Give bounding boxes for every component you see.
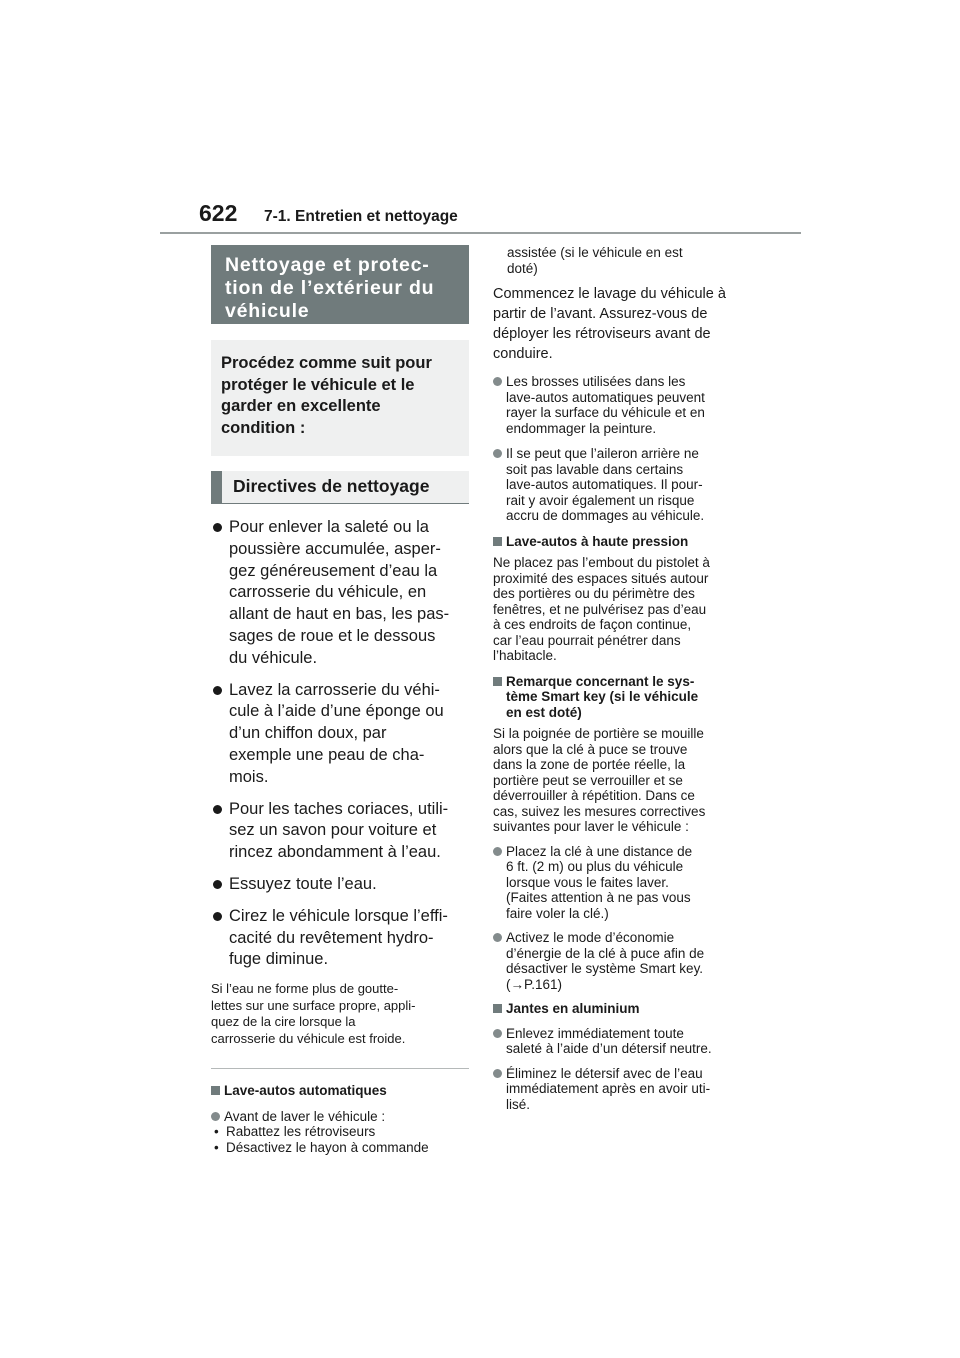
sub-bullet-icon: •	[214, 1124, 219, 1140]
text-line: lave-autos automatiques peuvent	[506, 389, 705, 405]
list-item	[493, 374, 753, 436]
list-item-line: d’un chiffon doux, par	[229, 724, 387, 743]
text-line: Activez le mode d’économie	[506, 930, 675, 945]
text-line: lisé.	[506, 1096, 531, 1112]
list-item	[211, 906, 469, 971]
list-item	[211, 874, 469, 896]
note-line: carrosserie du véhicule est froide.	[211, 1030, 406, 1046]
list-item-line: Essuyez toute l’eau.	[229, 874, 377, 893]
text-line: d’énergie de la clé à puce afin de	[506, 945, 705, 961]
text-line: rait y avoir également un risque	[506, 492, 695, 508]
list-item-line: du véhicule.	[229, 648, 318, 667]
text-line: saleté à l’aide d’un détersif neutre.	[506, 1041, 712, 1056]
text-line: doté)	[507, 260, 538, 276]
paragraph	[493, 726, 753, 835]
square-bullet-icon	[493, 537, 502, 546]
list-item-line: poussière accumulée, asper-	[229, 539, 441, 558]
note-line: quez de la cire lorsque la	[211, 1014, 356, 1030]
list-item-line: sages de roue et le dessous	[229, 626, 436, 645]
list-item-line: carrosserie du véhicule, en	[229, 583, 427, 602]
list-item-line: Pour enlever la saleté ou la	[229, 518, 429, 536]
text-line: Les brosses utilisées dans les	[506, 374, 686, 389]
text-line: Ne placez pas l’embout du pistolet à	[493, 555, 710, 570]
list-item-line: fuge diminue.	[229, 950, 329, 969]
list-item	[211, 517, 469, 670]
heading-text: tème Smart key (si le véhicule	[506, 689, 699, 704]
text-line: conduire.	[493, 346, 553, 362]
topic-title-line: véhicule	[225, 300, 310, 322]
smart-key-heading	[493, 674, 753, 721]
text-line: lave-autos automatiques. Il pour-	[506, 477, 703, 492]
text-line: l’habitacle.	[493, 648, 557, 663]
heading-text: Jantes en aluminium	[506, 1001, 640, 1016]
high-pressure-wash-heading	[493, 534, 753, 550]
square-bullet-icon	[493, 677, 502, 686]
text-line: Si la poignée de portière se mouille	[493, 726, 704, 741]
bullet-icon	[213, 880, 222, 889]
text-line: (Faites attention à ne pas vous	[506, 890, 691, 905]
list-item-line: Cirez le véhicule lorsque l’effi-	[229, 906, 448, 925]
note-line: lettes sur une surface propre, appli-	[211, 997, 416, 1013]
intro-line: condition :	[221, 418, 306, 437]
bullet-icon	[493, 1069, 502, 1078]
text-line: Placez la clé à une distance de	[506, 843, 693, 859]
text-line: rayer la surface du véhicule et en	[506, 405, 705, 420]
sub-bullet-icon: •	[214, 1139, 219, 1155]
text-line: Il se peut que l’aileron arrière ne	[506, 446, 699, 461]
sub-list-item	[211, 1124, 469, 1140]
text-line: dans la zone de portée réelle, la	[493, 757, 686, 772]
square-bullet-icon	[211, 1086, 220, 1095]
text-line: cas, suivez les mesures correctives	[493, 803, 706, 819]
list-item-line: mois.	[229, 767, 269, 786]
intro-line: Procédez comme suit pour	[221, 354, 432, 372]
text-line: faire voler la clé.)	[506, 905, 609, 921]
list-item	[493, 844, 753, 922]
sub-list-item	[211, 1140, 469, 1156]
list-item-line: gez généreusement d’eau la	[229, 561, 438, 580]
bullet-icon	[213, 523, 222, 532]
text-line: assistée (si le véhicule en est	[507, 245, 683, 260]
heading-text: Lave-autos automatiques	[224, 1083, 387, 1099]
topic-title-box	[211, 245, 469, 324]
text-line: car l’eau pourrait pénétrer dans	[493, 632, 681, 648]
paragraph	[493, 284, 753, 364]
list-item-line: Pour les taches coriaces, utili-	[229, 799, 449, 818]
text-line: Commencez le lavage du véhicule à	[493, 286, 726, 302]
intro-line: garder en excellente	[221, 397, 381, 415]
heading-text: Lave-autos à haute pression	[506, 533, 689, 549]
text-line: partir de l’avant. Assurez-vous de	[493, 306, 708, 322]
list-item-text: Avant de laver le véhicule :	[224, 1108, 386, 1124]
text-line: déployer les rétroviseurs avant de	[493, 326, 711, 342]
list-item	[211, 799, 469, 864]
aluminum-wheels-heading	[493, 1001, 753, 1017]
text-line: des portières ou du périmètre des	[493, 586, 695, 601]
text-line: alors que la clé à puce se trouve	[493, 741, 688, 757]
page-reference-link[interactable]: (→P.161)	[506, 976, 563, 992]
text-line: désactiver le système Smart key.	[506, 961, 704, 976]
list-item	[211, 1109, 469, 1125]
left-column	[211, 245, 469, 1155]
text-line: proximité des espaces situés autour	[493, 570, 709, 586]
text-line: portière peut se verrouiller et se	[493, 772, 683, 788]
bullet-icon	[493, 1029, 502, 1038]
list-item	[493, 1026, 753, 1057]
list-item	[493, 446, 753, 524]
text-line: à ces endroits de façon continue,	[493, 617, 692, 632]
section-title: 7-1. Entretien et nettoyage	[264, 208, 458, 225]
bullet-icon	[213, 805, 222, 814]
list-item	[211, 680, 469, 789]
list-item-line: cule à l’aide d’une éponge ou	[229, 702, 444, 721]
wax-note	[211, 981, 469, 1047]
text-line: déverrouiller à répétition. Dans ce	[493, 788, 695, 803]
text-line: accru de dommages au véhicule.	[506, 508, 705, 523]
bullet-icon	[493, 377, 502, 386]
text-line: fenêtres, et ne pulvérisez pas d’eau	[493, 601, 707, 617]
list-item	[493, 930, 753, 992]
list-item-line: Lavez la carrosserie du véhi-	[229, 680, 440, 699]
text-line: suivantes pour laver le véhicule :	[493, 819, 689, 834]
topic-title-line: Nettoyage et protec-	[225, 254, 430, 276]
list-item	[493, 1066, 753, 1113]
text-line: Éliminez le détersif avec de l’eau	[506, 1065, 703, 1081]
sub-list-item-text: Rabattez les rétroviseurs	[226, 1124, 376, 1140]
right-column	[493, 245, 753, 1112]
intro-line: protéger le véhicule et le	[221, 375, 415, 394]
continued-text	[493, 245, 753, 276]
list-item-line: rincez abondamment à l’eau.	[229, 843, 441, 862]
paragraph	[493, 555, 753, 664]
list-item-line: cacité du revêtement hydro-	[229, 928, 434, 947]
heading-text: Remarque concernant le sys-	[506, 673, 695, 689]
text-line: endommager la peinture.	[506, 420, 657, 436]
intro-box	[211, 340, 469, 456]
sub-list-item-text: Désactivez le hayon à commande	[226, 1139, 429, 1155]
page-number: 622	[199, 200, 238, 226]
note-line: Si l’eau ne forme plus de goutte-	[211, 981, 399, 997]
header-rule	[160, 232, 801, 234]
bullet-icon	[493, 449, 502, 458]
bullet-icon	[211, 1112, 220, 1121]
text-line: 6 ft. (2 m) ou plus du véhicule	[506, 859, 684, 874]
bullet-icon	[493, 847, 502, 856]
divider	[211, 1068, 469, 1069]
list-item-line: allant de haut en bas, les pas-	[229, 605, 450, 624]
square-bullet-icon	[493, 1004, 502, 1013]
text-line: Enlevez immédiatement toute	[506, 1025, 684, 1041]
bullet-icon	[213, 912, 222, 921]
cleaning-steps-list	[211, 517, 469, 971]
cleaning-guidelines-heading: Directives de nettoyage	[211, 471, 469, 504]
bullet-icon	[493, 933, 502, 942]
text-line: soit pas lavable dans certains	[506, 461, 684, 477]
list-item-line: exemple une peau de cha-	[229, 745, 425, 764]
text-line: immédiatement après en avoir uti-	[506, 1081, 711, 1096]
list-item-line: sez un savon pour voiture et	[229, 821, 437, 840]
bullet-icon	[213, 686, 222, 695]
text-line: lorsque vous le faites laver.	[506, 874, 669, 890]
automatic-car-wash-heading	[211, 1083, 469, 1099]
heading-text: en est doté)	[506, 704, 582, 720]
topic-title-line: tion de l’extérieur du	[225, 277, 435, 299]
